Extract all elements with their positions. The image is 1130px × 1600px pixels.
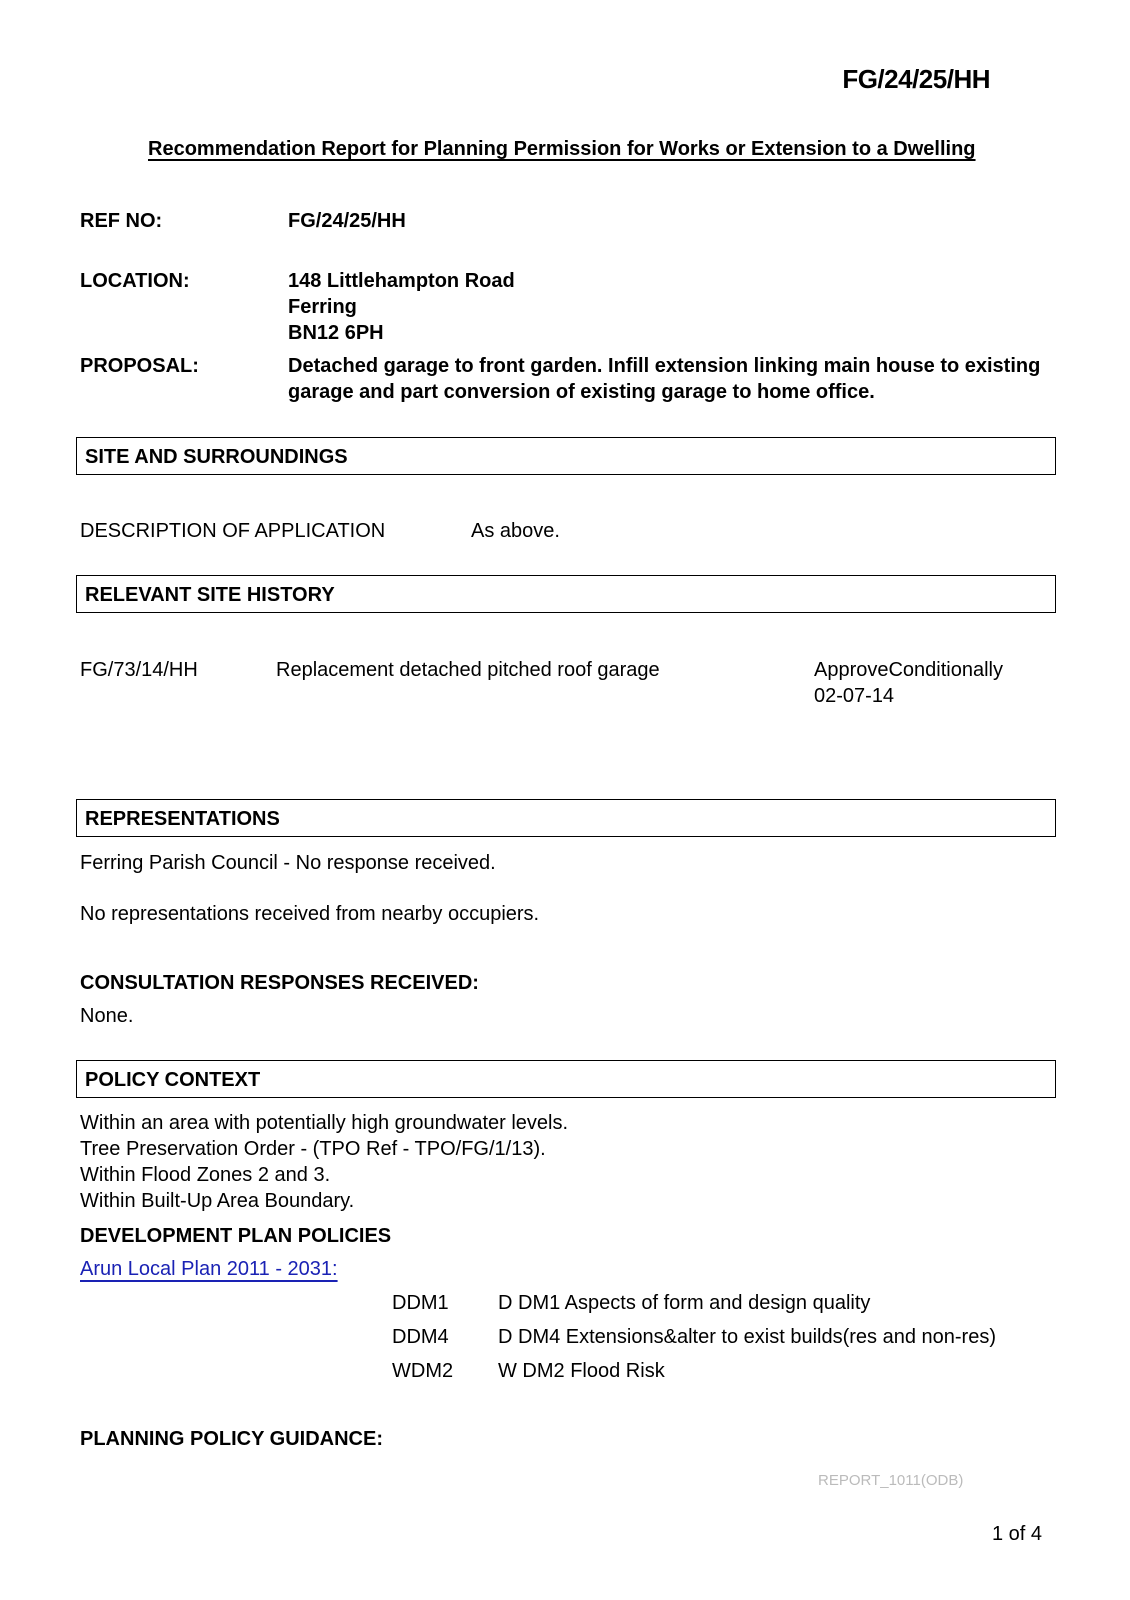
description-value: As above. <box>471 520 560 542</box>
location-line: BN12 6PH <box>288 322 384 344</box>
policy-context-line: Within an area with potentially high groundwater levels. <box>80 1112 569 1134</box>
planning-policy-guidance-heading: PLANNING POLICY GUIDANCE: <box>80 1428 383 1450</box>
policy-description: D DM1 Aspects of form and design quality <box>498 1292 871 1314</box>
report-code: REPORT_1011(ODB) <box>818 1472 964 1489</box>
consultation-value: None. <box>80 1005 134 1027</box>
policy-context-section <box>76 1060 1056 1098</box>
ref-no-label: REF NO: <box>80 210 163 232</box>
policy-context-line: Within Built-Up Area Boundary. <box>80 1190 355 1212</box>
representations-section <box>76 799 1056 837</box>
location-label: LOCATION: <box>80 270 190 292</box>
section-heading: REPRESENTATIONS <box>85 808 280 830</box>
consultation-heading: CONSULTATION RESPONSES RECEIVED: <box>80 972 479 994</box>
location-line: Ferring <box>288 296 357 318</box>
location-line: 148 Littlehampton Road <box>288 270 515 292</box>
document-reference: FG/24/25/HH <box>842 64 990 94</box>
policy-description: D DM4 Extensions&alter to exist builds(res and non-res) <box>498 1326 996 1348</box>
proposal-line: Detached garage to front garden. Infill extension linking main house to existing <box>288 355 1041 377</box>
history-decision: ApproveConditionally <box>814 659 1004 681</box>
ref-no-value: FG/24/25/HH <box>288 210 406 232</box>
representation-line: No representations received from nearby occupiers. <box>80 903 540 925</box>
history-date: 02-07-14 <box>814 685 895 707</box>
policy-code: DDM4 <box>392 1326 449 1348</box>
report-title: Recommendation Report for Planning Permission for Works or Extension to a Dwelling <box>148 138 976 160</box>
proposal-label: PROPOSAL: <box>80 355 199 377</box>
history-ref: FG/73/14/HH <box>80 659 198 681</box>
section-heading: RELEVANT SITE HISTORY <box>85 584 335 606</box>
site-history-section <box>76 575 1056 613</box>
section-heading: POLICY CONTEXT <box>85 1069 261 1091</box>
page-number: 1 of 4 <box>991 1523 1042 1545</box>
policy-context-line: Within Flood Zones 2 and 3. <box>80 1164 331 1186</box>
development-plan-heading: DEVELOPMENT PLAN POLICIES <box>80 1225 392 1247</box>
section-heading: SITE AND SURROUNDINGS <box>85 446 348 468</box>
description-label: DESCRIPTION OF APPLICATION <box>80 520 386 542</box>
representation-line: Ferring Parish Council - No response received. <box>80 852 496 874</box>
site-surroundings-section <box>76 437 1056 475</box>
policy-code: WDM2 <box>392 1360 454 1382</box>
proposal-line: garage and part conversion of existing garage to home office. <box>288 381 875 403</box>
local-plan-link[interactable]: Arun Local Plan 2011 - 2031: <box>80 1258 338 1280</box>
policy-code: DDM1 <box>392 1292 449 1314</box>
policy-context-line: Tree Preservation Order - (TPO Ref - TPO/FG/1/13). <box>80 1138 546 1160</box>
history-description: Replacement detached pitched roof garage <box>276 659 660 681</box>
policy-description: W DM2 Flood Risk <box>498 1360 665 1382</box>
